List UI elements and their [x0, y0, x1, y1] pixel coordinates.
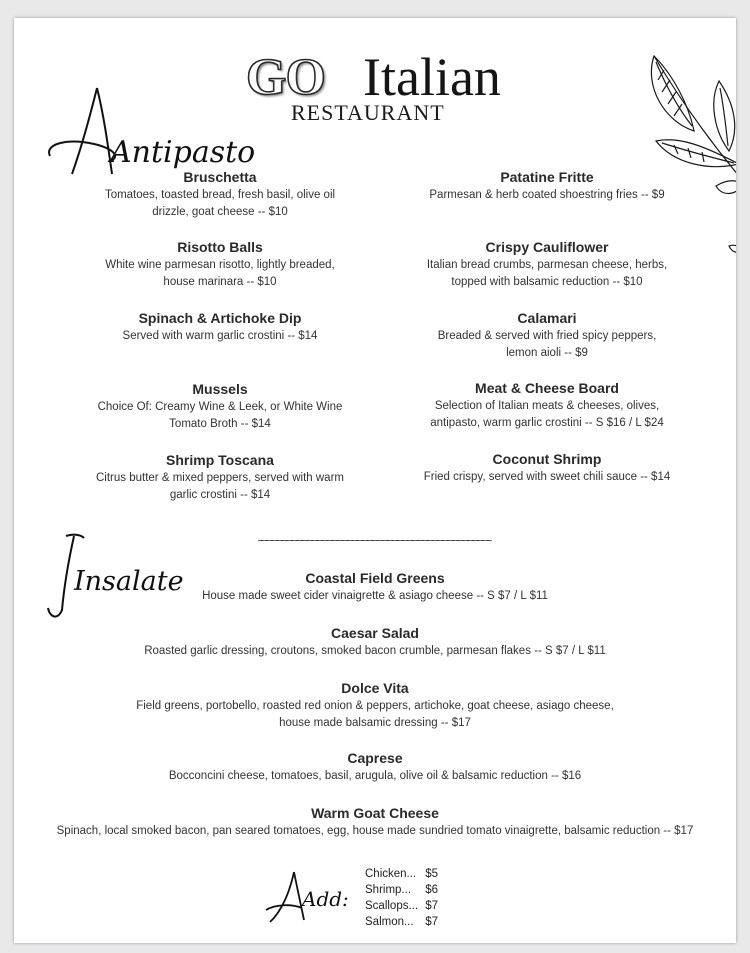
menu-item-shrimp-toscana: Shrimp Toscana Citrus butter & mixed peppers, served with warm garlic crostini -- $14 — [96, 452, 344, 501]
add-title: Add: — [302, 887, 349, 911]
menu-item-coconut-shrimp: Coconut Shrimp Fried crispy, served with sweet chili sauce -- $14 — [423, 451, 671, 483]
menu-item-caesar-salad: Caesar Salad Roasted garlic dressing, croutons, smoked bacon crumble, parmesan flakes -- S $7 / L $11 — [144, 625, 606, 657]
menu-item-risotto-balls: Risotto Balls White wine parmesan risotto, lightly breaded, house marinara -- $10 — [105, 239, 335, 288]
addon-salmon: Salmon... $7 — [365, 916, 438, 928]
menu-item-warm-goat-cheese: Warm Goat Cheese Spinach, local smoked bacon, pan seared tomatoes, egg, house made sundried tomato vinaigrette, balsamic reduction -- $17 — [56, 805, 694, 837]
logo-subtitle: RESTAURANT — [291, 100, 445, 125]
antipasto-script-icon — [42, 86, 256, 181]
addons-list — [365, 866, 438, 930]
add-script-icon — [262, 866, 352, 932]
menu-item-caprese: Caprese Bocconcini cheese, tomatoes, basil, arugula, olive oil & balsamic reduction -- $16 — [168, 750, 582, 782]
menu-item-crispy-cauliflower: Crispy Cauliflower Italian bread crumbs, parmesan cheese, herbs, topped with balsamic reduction -- $10 — [426, 239, 668, 288]
add-heading — [262, 866, 352, 937]
menu-page — [14, 18, 736, 943]
logo-go: GO — [246, 49, 325, 106]
menu-item-dolce-vita: Dolce Vita Field greens, portobello, roasted red onion & peppers, artichoke, goat cheese, asiago cheese, house made balsamic dressing -- $17 — [136, 680, 614, 729]
addon-chicken: Chicken... $5 — [365, 868, 438, 880]
addon-shrimp: Shrimp... $6 — [365, 884, 438, 896]
logo-italian: Italian — [363, 47, 501, 107]
menu-item-mussels: Mussels Choice Of: Creamy Wine & Leek, or White Wine Tomato Broth -- $14 — [97, 381, 343, 430]
insalate-title: Insalate — [74, 566, 184, 597]
menu-item-coastal-field-greens: Coastal Field Greens House made sweet cider vinaigrette & asiago cheese -- S $7 / L $11 — [202, 570, 548, 602]
menu-item-spinach-artichoke-dip: Spinach & Artichoke Dip Served with warm garlic crostini -- $14 — [122, 310, 318, 342]
leaf-branch-icon — [644, 46, 736, 256]
section-divider — [258, 540, 492, 541]
addon-scallops: Scallops... $7 — [365, 900, 438, 912]
menu-item-calamari: Calamari Breaded & served with fried spicy peppers, lemon aioli -- $9 — [437, 310, 657, 359]
menu-item-bruschetta: Bruschetta Tomatoes, toasted bread, fresh basil, olive oil drizzle, goat cheese -- $10 — [104, 169, 336, 218]
menu-item-meat-cheese-board: Meat & Cheese Board Selection of Italian meats & cheeses, olives, antipasto, warm garlic crostini -- S $16 / L $24 — [430, 380, 664, 429]
antipasto-title: Antipasto — [110, 135, 256, 170]
menu-item-patatine-fritte: Patatine Fritte Parmesan & herb coated shoestring fries -- $9 — [429, 169, 665, 201]
